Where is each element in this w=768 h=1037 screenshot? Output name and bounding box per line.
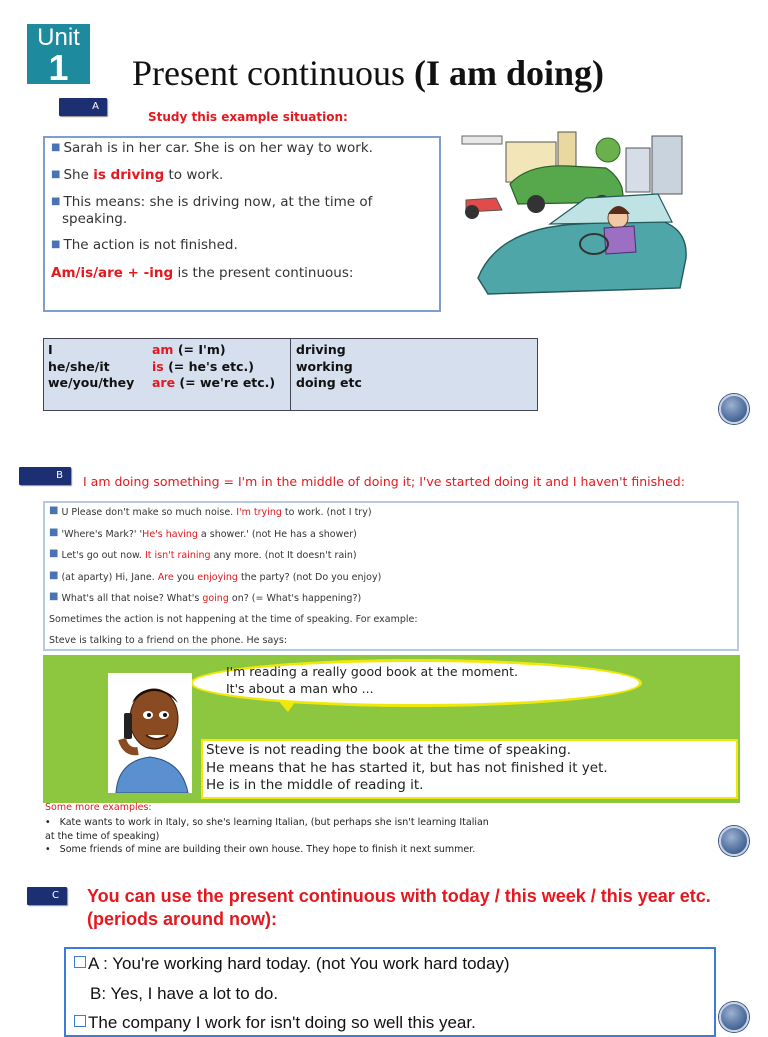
woman-driving-illustration: [458, 128, 690, 298]
more-examples-heading: Some more examples:: [45, 802, 152, 813]
c-line-1: A : You're working hard today. (not You work hard today): [74, 954, 510, 974]
unit-word: Unit: [37, 24, 80, 51]
speech-text: I'm reading a really good book at the moment. It's about a man who ...: [226, 664, 518, 696]
a-line-1: ■ Sarah is in her car. She is on her way to work.: [51, 140, 373, 156]
conjugation-table: [43, 338, 538, 411]
a-line-4: ■ The action is not finished.: [51, 237, 238, 253]
unit-number: 1: [48, 47, 69, 88]
ing-col: driving working doing etc: [296, 342, 362, 390]
a-line-2: ■ She is driving to work.: [51, 167, 224, 183]
b-row-2: ■ 'Where's Mark?' 'He's having a shower.' (not He has a shower): [49, 527, 357, 540]
b-row-3: ■ Let's go out now. It isn't raining any more. (not It doesn't rain): [49, 548, 357, 561]
section-b-tab: B: [19, 467, 71, 485]
title-bold: (I am doing): [413, 53, 605, 93]
b-row-6: Sometimes the action is not happening at the time of speaking. For example:: [49, 614, 418, 625]
unit-badge: [27, 24, 90, 88]
b-row-1: ■ U Please don't make so much noise. I'm trying to work. (not I try): [49, 505, 372, 518]
checkbox-icon: [74, 956, 86, 968]
nav-circle-button[interactable]: [719, 394, 749, 424]
section-b-box: [43, 501, 739, 651]
section-b-heading: I am doing something = I'm in the middle of doing it; I've started doing it and I haven't finished:: [83, 474, 685, 489]
c-line-3: The company I work for isn't doing so well this year.: [74, 1013, 476, 1033]
nav-circle-button-2[interactable]: [719, 826, 749, 856]
nav-circle-button-3[interactable]: [719, 1002, 749, 1032]
a-line-3: ■ This means: she is driving now, at the time of: [51, 194, 373, 210]
a-formula: Am/is/are + -ing is the present continuous:: [51, 265, 354, 281]
section-a-heading: Study this example situation:: [148, 110, 348, 124]
title-main: Present continuous: [132, 53, 414, 93]
table-divider: [290, 339, 291, 410]
a-line-3b: speaking.: [62, 211, 128, 227]
section-c-heading: You can use the present continuous with today / this week / this year etc. (periods around now):: [87, 886, 711, 929]
page-title: [132, 52, 604, 94]
section-c-tab: C: [27, 887, 67, 905]
subjects-col: I he/she/it we/you/they: [48, 342, 135, 390]
section-a-tab: A: [59, 98, 107, 116]
verb-col: am (= I'm) is (= he's etc.) are (= we're etc.): [152, 342, 276, 390]
steve-on-phone-illustration: [108, 673, 192, 793]
more-example-1-cont: at the time of speaking): [45, 830, 160, 842]
checkbox-icon: [74, 1015, 86, 1027]
section-a-box: [43, 136, 441, 312]
more-examples-list: [45, 816, 585, 857]
c-line-2: B: Yes, I have a lot to do.: [90, 984, 279, 1003]
more-example-1: • Kate wants to work in Italy, so she's learning Italian, (but perhaps she isn't learning Italian: [45, 817, 489, 828]
more-example-2: • Some friends of mine are building their own house. They hope to finish it next summer.: [45, 844, 476, 855]
b-row-4: ■ (at aparty) Hi, Jane. Are you enjoying the party? (not Do you enjoy): [49, 570, 382, 583]
b-row-7: Steve is talking to a friend on the phone. He says:: [49, 635, 288, 646]
explanation-text: Steve is not reading the book at the time of speaking. He means that he has started it, but has not finished it yet. He is in the middle of reading it.: [206, 742, 608, 793]
b-row-5: ■ What's all that noise? What's going on? (= What's happening?): [49, 591, 362, 604]
